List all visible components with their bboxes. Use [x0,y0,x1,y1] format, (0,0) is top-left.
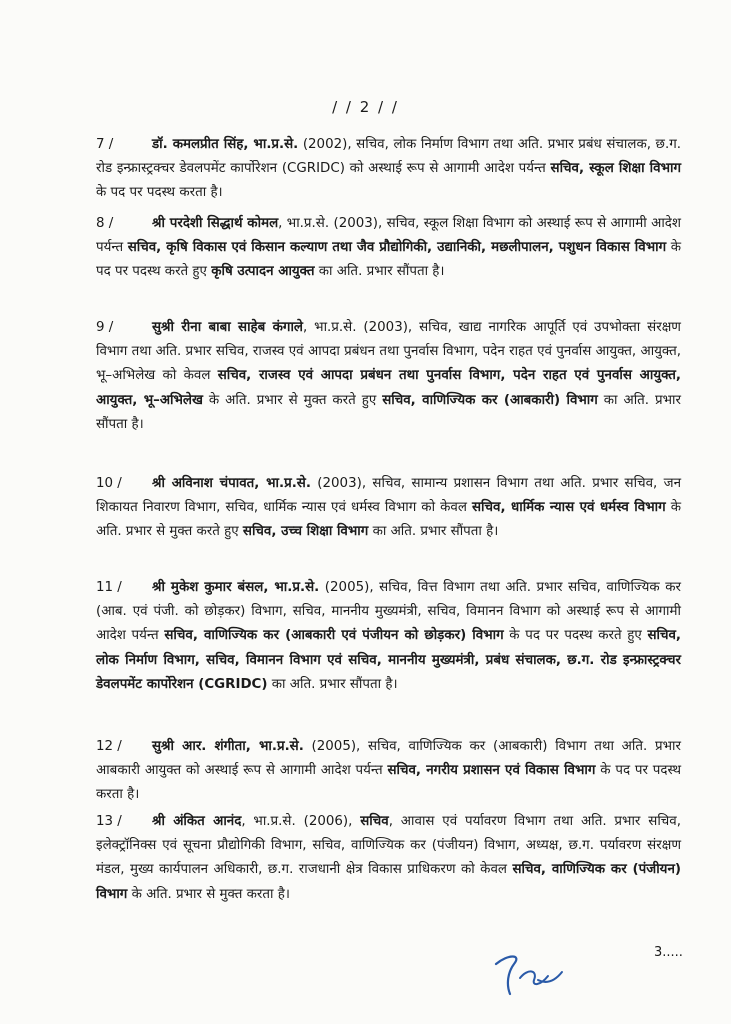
para-segment: सचिव, वाणिज्यिक कर (पंजीयन) विभाग [96,862,681,902]
para-segment: सचिव, लोक निर्माण विभाग, सचिव, विमानन विभाग एवं सचिव, माननीय मुख्यमंत्री, प्रबंध संचालक, छ.ग. रोड इन्फ्रास्ट्रक्चर डेवलपमेंट कार्पोरेशन (CGRIDC) [96,628,681,692]
next-page-marker: 3..... [654,945,683,960]
para-segment: सचिव, धार्मिक न्यास एवं धर्मस्व विभाग [471,500,666,516]
paragraph-number: 7 / [96,137,114,152]
order-paragraph-11 [96,576,681,697]
para-segment: श्री अविनाश चंपावत, भा.प्र.से. [152,476,311,491]
para-segment: के पद पर पदस्थ करते हुए [503,628,648,644]
paragraph-number: 11 / [96,580,122,595]
para-segment: सचिव [360,814,389,829]
page-number: / / 2 / / [332,98,399,116]
para-segment: श्री परदेशी सिद्धार्थ कोमल [152,216,279,231]
para-segment: , भा.प्र.से. (2006), [241,814,361,829]
para-segment: सचिव, वाणिज्यिक कर (आबकारी एवं पंजीयन को छोड़कर) विभाग [164,628,504,644]
para-segment: (2005), सचिव, वित्त विभाग तथा अति. प्रभार सचिव, वाणिज्यिक कर (आब. एवं पंजी. को छोड़कर) विभाग, सचिव, माननीय मुख्यमंत्री, सचिव, विमानन विभाग को अस्थाई रूप से आगामी आदेश पर्यन्त [96,580,681,644]
para-segment: कृषि उत्पादन आयुक्त [211,264,315,280]
para-segment: सचिव, स्कूल शिक्षा विभाग [550,161,682,177]
para-segment: , आवास एवं पर्यावरण विभाग तथा अति. प्रभार सचिव, इलेक्ट्रॉनिक्स एवं सूचना प्रौद्योगिकी विभाग, सचिव, वाणिज्यिक कर (पंजीयन) विभाग, अध्यक्ष, छ.ग. पर्यावरण संरक्षण मंडल, मुख्य कार्यपालन अधिकारी, छ.ग. राजधानी क्षेत्र विकास प्राधिकरण को केवल [96,814,681,878]
para-segment: के अति. प्रभार से मुक्त करते हुए [96,500,681,540]
para-segment: (2002), सचिव, लोक निर्माण विभाग तथा अति. प्रभार प्रबंध संचालक, छ.ग. रोड इन्फ्रास्ट्रक्चर डेवलपमेंट कार्पोरेशन (CGRIDC) को अस्थाई रूप से आगामी आदेश पर्यन्त [96,137,681,177]
paragraph-number: 8 / [96,216,114,231]
order-paragraph-8 [96,212,681,285]
para-segment: डॉ. कमलप्रीत सिंह, भा.प्र.से. [152,137,299,152]
order-paragraph-13 [96,810,681,907]
para-segment: के अति. प्रभार से मुक्त करता है। [127,886,290,902]
handwritten-signature [488,950,568,1000]
para-segment: सुश्री रीना बाबा साहेब कंगाले [152,320,303,335]
order-paragraph-7 [96,133,681,206]
order-paragraph-10 [96,472,681,545]
paragraph-number: 10 / [96,476,122,491]
order-paragraph-9 [96,316,681,437]
para-segment: (2005), सचिव, वाणिज्यिक कर (आबकारी) विभाग तथा अति. प्रभार आबकारी आयुक्त को अस्थाई रूप से आगामी आदेश पर्यन्त [96,739,681,779]
para-segment: के अति. प्रभार से मुक्त करते हुए [202,392,383,408]
para-segment: सचिव, उच्च शिक्षा विभाग [242,524,369,540]
para-segment: सचिव, राजस्व एवं आपदा प्रबंधन तथा पुनर्वास विभाग, पदेन राहत एवं पुनर्वास आयुक्त, आयुक्त, भू–अभिलेख [96,368,681,408]
para-segment: के पद पर पदस्थ करता है। [96,185,223,201]
para-segment: सचिव, कृषि विकास एवं किसान कल्याण तथा जैव प्रौद्योगिकी, उद्यानिकी, मछलीपालन, पशुधन विकास विभाग [127,240,667,256]
para-segment: सचिव, वाणिज्यिक कर (आबकारी) विभाग [382,392,598,408]
para-segment: श्री मुकेश कुमार बंसल, भा.प्र.से. [152,580,320,595]
para-segment: सचिव, नगरीय प्रशासन एवं विकास विभाग [387,763,596,779]
order-paragraph-12 [96,735,681,808]
paragraph-number: 13 / [96,814,122,829]
para-segment: का अति. प्रभार सौंपता है। [368,524,499,540]
para-segment: सुश्री आर. शंगीता, भा.प्र.से. [152,739,304,754]
para-segment: का अति. प्रभार सौंपता है। [267,676,398,692]
para-segment: के पद पर पदस्थ करते हुए [96,240,681,280]
para-segment: (2003), सचिव, सामान्य प्रशासन विभाग तथा अति. प्रभार सचिव, जन शिकायत निवारण विभाग, सचिव, धार्मिक न्यास एवं धर्मस्व विभाग को केवल [96,476,681,516]
paragraph-number: 9 / [96,320,114,335]
paragraph-number: 12 / [96,739,122,754]
para-segment: श्री अंकित आनंद [152,814,242,829]
para-segment: का अति. प्रभार सौंपता है। [314,264,445,280]
para-segment: के पद पर पदस्थ करता है। [96,763,682,803]
para-segment: , भा.प्र.से. (2003), सचिव, खाद्य नागरिक आपूर्ति एवं उपभोक्ता संरक्षण विभाग तथा अति. प्रभार सचिव, राजस्व एवं आपदा प्रबंधन तथा पुनर्वास विभाग, पदेन राहत एवं पुनर्वास आयुक्त, आयुक्त, भू–अभिलेख को केवल [96,320,681,384]
para-segment: का अति. प्रभार सौंपता है। [96,392,681,432]
para-segment: , भा.प्र.से. (2003), सचिव, स्कूल शिक्षा विभाग को अस्थाई रूप से आगामी आदेश पर्यन्त [96,216,681,256]
